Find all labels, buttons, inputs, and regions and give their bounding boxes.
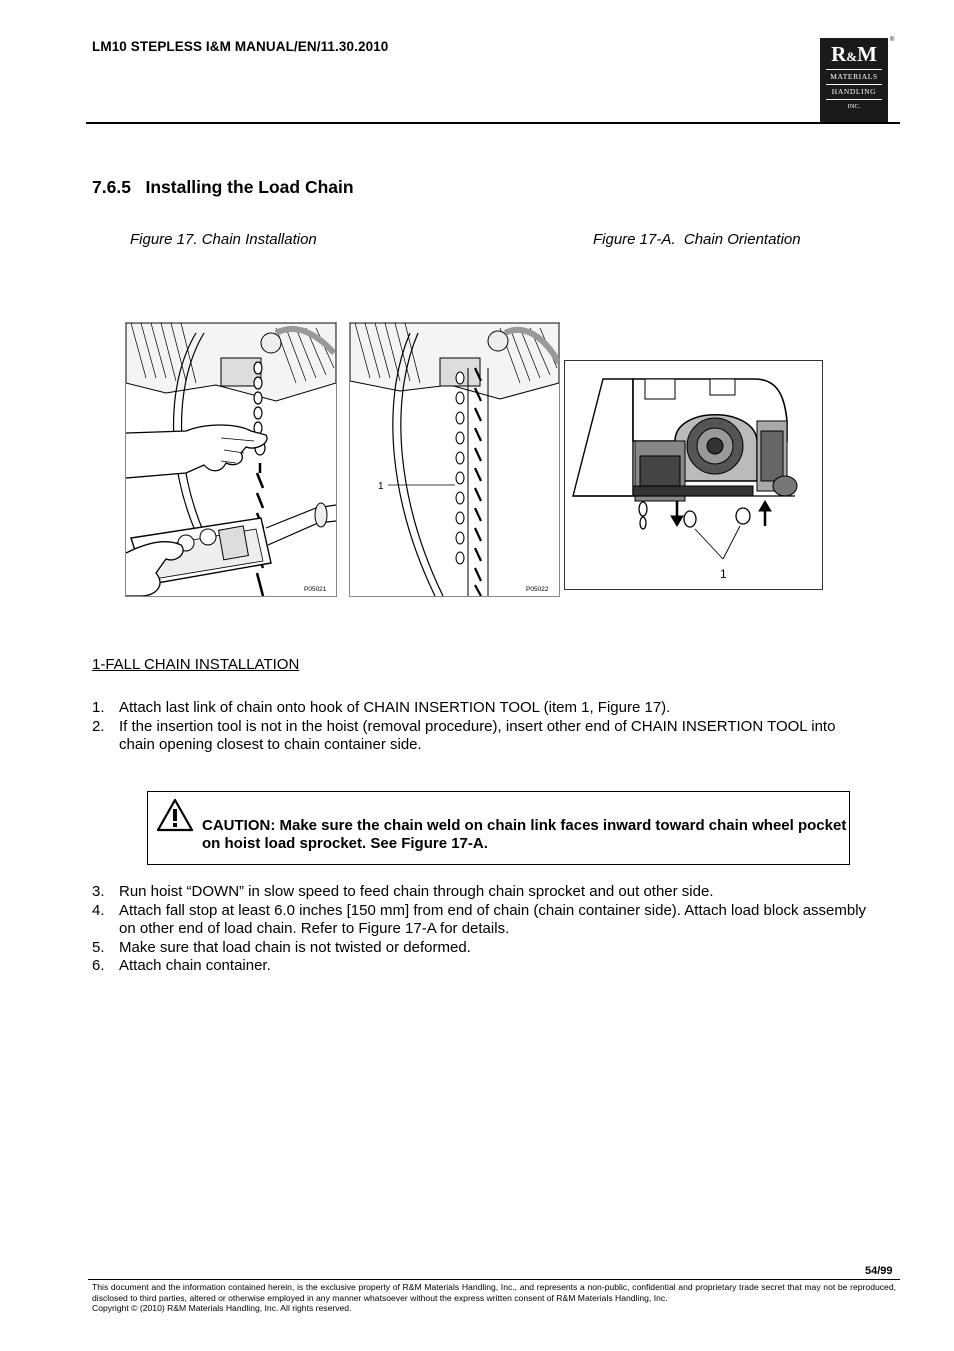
list-item: 6. Attach chain container. bbox=[92, 957, 271, 974]
page-number: 54/99 bbox=[865, 1265, 893, 1277]
chain-insertion-illustration bbox=[126, 323, 336, 596]
logo-line2: HANDLING bbox=[831, 87, 877, 96]
registered-mark: ® bbox=[890, 37, 895, 43]
footer-rule bbox=[88, 1279, 900, 1280]
figure-17a-caption: Figure 17-A. Chain Orientation bbox=[593, 231, 801, 248]
step-text: Attach last link of chain onto hook of CHAIN INSERTION TOOL (item 1, Figure 17). bbox=[119, 699, 671, 716]
caution-box bbox=[147, 791, 850, 865]
logo-line3: INC. bbox=[847, 103, 861, 110]
panel2-callout: 1 bbox=[378, 481, 384, 492]
header-rule bbox=[86, 122, 900, 124]
caution-text: CAUTION: Make sure the chain weld on chain link faces inward toward chain wheel pocket on hoist load sprocket. See Figure 17-A. bbox=[202, 817, 847, 852]
chain-insertion-tool-illustration bbox=[350, 323, 559, 596]
company-logo bbox=[820, 38, 888, 122]
footer-notice bbox=[92, 1282, 896, 1314]
list-item: 4. Attach fall stop at least 6.0 inches [150 mm] from end of chain (chain container side). Attach load block assembly on other end of load chain. Refer to Figure 17-A for details. bbox=[92, 901, 867, 937]
step-text: If the insertion tool is not in the hoist (removal procedure), insert other end of CHAIN INSERTION TOOL into chain opening closest to chain container side. bbox=[119, 717, 836, 753]
subsection-title: 1-FALL CHAIN INSTALLATION bbox=[92, 656, 300, 673]
chain-orientation-illustration bbox=[565, 361, 822, 589]
panel1-code: P05021 bbox=[304, 586, 327, 593]
step-text: Attach chain container. bbox=[119, 957, 271, 974]
figure-17-panel-insertion bbox=[125, 322, 337, 597]
footer-copyright: Copyright © (2010) R&M Materials Handling, Inc. All rights reserved. bbox=[92, 1303, 352, 1313]
panel3-callout: 1 bbox=[720, 567, 727, 581]
step-text: Make sure that load chain is not twisted or deformed. bbox=[119, 938, 471, 956]
panel2-code: P05022 bbox=[526, 586, 549, 593]
step-text: Attach fall stop at least 6.0 inches [150 mm] from end of chain (chain container side). Attach load block assembly on other end of load chain. Refer to Figure 17-A for details. bbox=[119, 901, 867, 937]
list-item: 1. Attach last link of chain onto hook of CHAIN INSERTION TOOL (item 1, Figure 17). bbox=[92, 699, 671, 716]
step-text: Run hoist “DOWN” in slow speed to feed chain through chain sprocket and out other side. bbox=[119, 883, 714, 900]
figure-17-caption: Figure 17. Chain Installation bbox=[130, 231, 317, 248]
steps-list-b bbox=[92, 883, 872, 976]
list-item: 3. Run hoist “DOWN” in slow speed to feed chain through chain sprocket and out other side. bbox=[92, 883, 714, 900]
warning-triangle-icon bbox=[156, 798, 194, 832]
logo-line1: MATERIALS bbox=[830, 72, 878, 81]
section-title: 7.6.5 Installing the Load Chain bbox=[92, 177, 354, 197]
footer-confidentiality: This document and the information contained herein, is the exclusive property of R&M Materials Handling, Inc., and represents a non-public, confidential and proprietary trade secret that may not be reproduced, disclosed to third parties, altered or otherwise employed in any manner whatsoever without the express written consent of R&M Materials Handling, Inc. bbox=[92, 1282, 896, 1303]
list-item: 2. If the insertion tool is not in the hoist (removal procedure), insert other end of CHAIN INSERTION TOOL into chain opening closest to chain container side. bbox=[92, 717, 836, 753]
list-item: 5. Make sure that load chain is not twisted or deformed. bbox=[92, 938, 471, 956]
document-title: LM10 STEPLESS I&M MANUAL/EN/11.30.2010 bbox=[92, 39, 389, 54]
logo-mark: R&M bbox=[831, 42, 877, 66]
figure-17a-chain-orientation bbox=[564, 360, 823, 590]
figure-17-panel-tool bbox=[349, 322, 560, 597]
steps-list-a bbox=[92, 699, 872, 755]
